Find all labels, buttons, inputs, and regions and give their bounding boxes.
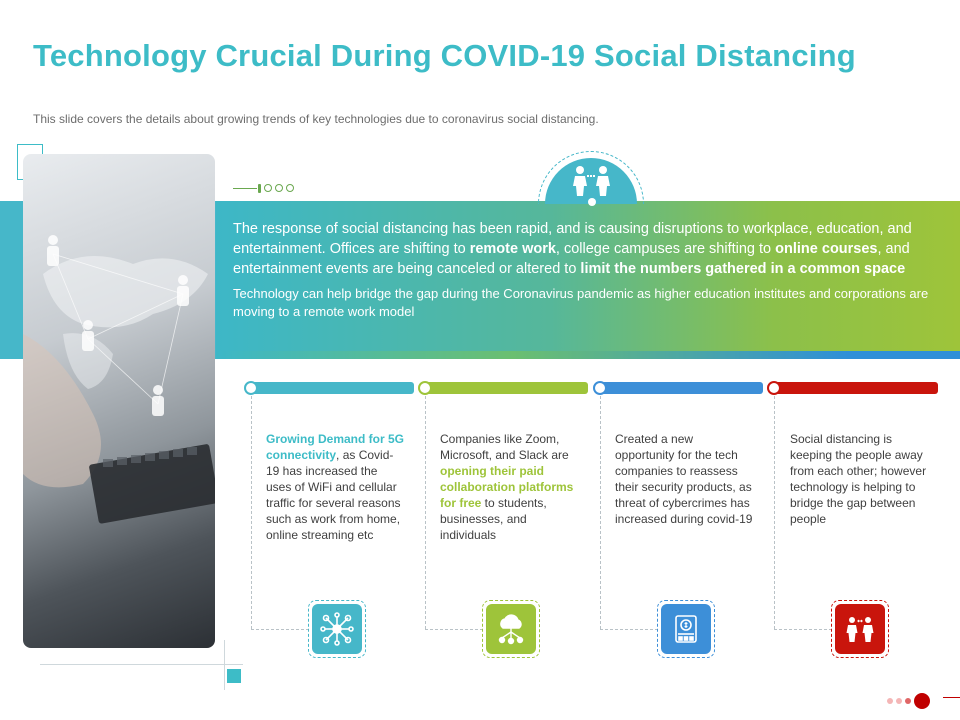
social-distance-icon: [835, 604, 885, 654]
column-3-bar: [601, 382, 763, 394]
column-3-dashed-connector: [600, 629, 658, 630]
column-1-marker: [244, 381, 258, 395]
cloud-network-icon: [486, 604, 536, 654]
slide-title: Technology Crucial During COVID-19 Social Distancing: [33, 38, 856, 73]
column-4-text: Social distancing is keeping the people away from each other; however technology is helping to bridge the gap between people: [790, 432, 927, 526]
slide-progress-dots: [887, 693, 930, 709]
column-2-text: Companies like Zoom, Microsoft, and Slack are opening their paid collaboration platforms for free to students, businesses, and individuals: [440, 432, 574, 542]
decorative-line: [233, 188, 257, 189]
column-3-text: Created a new opportunity for the tech companies to reassess their security products, as threat of cybercrimes has increased during covid-19: [615, 432, 753, 526]
column-1-icon-tile: [308, 600, 366, 658]
band-paragraph-2: Technology can help bridge the gap during the Coronavirus pandemic as higher education institutes and corporations are moving to a remote work model: [233, 286, 929, 319]
column-4-dashed-connector: [774, 629, 832, 630]
column-4-icon-tile: [831, 600, 889, 658]
network-hub-icon: [312, 604, 362, 654]
column-2-bar: [426, 382, 588, 394]
virus-icon: [914, 693, 930, 709]
column-4-bar: [775, 382, 938, 394]
laptop-network-photo: [23, 154, 215, 648]
decorative-red-line: [943, 697, 960, 698]
column-4-dashed-line: [774, 396, 775, 629]
column-2-dashed-connector: [425, 629, 483, 630]
decorative-line-vertical: [224, 640, 225, 690]
decorative-line-bottom: [40, 664, 243, 665]
column-1-bar: [252, 382, 414, 394]
band-bottom-accent: [216, 351, 960, 359]
column-2-dashed-line: [425, 396, 426, 629]
decorative-dot: [588, 198, 596, 206]
secure-payment-icon: [661, 604, 711, 654]
column-1-text: Growing Demand for 5G connectivity, as Covid-19 has increased the uses of WiFi and cellular traffic for several reasons such as work from home, online streaming etc: [266, 432, 405, 542]
column-1-dashed-line: [251, 396, 252, 629]
column-3-dashed-line: [600, 396, 601, 629]
column-2-marker: [418, 381, 432, 395]
decorative-square: [227, 669, 241, 683]
decorative-dots: [258, 184, 294, 193]
column-2-icon-tile: [482, 600, 540, 658]
column-3-marker: [593, 381, 607, 395]
column-4-marker: [767, 381, 781, 395]
band-paragraph-1: The response of social distancing has been rapid, and is causing disruptions to workplace, education, and entertainment. Offices are shifting to remote work, college campuses are shifting to online courses, and entertainment events are being canceled or altered to limit the numbers gathered in a common space: [233, 221, 912, 277]
band-text-block: [233, 219, 933, 321]
column-3-icon-tile: [657, 600, 715, 658]
slide-subtitle: This slide covers the details about growing trends of key technologies due to coronavirus social distancing.: [33, 112, 599, 126]
column-1-dashed-connector: [251, 629, 309, 630]
